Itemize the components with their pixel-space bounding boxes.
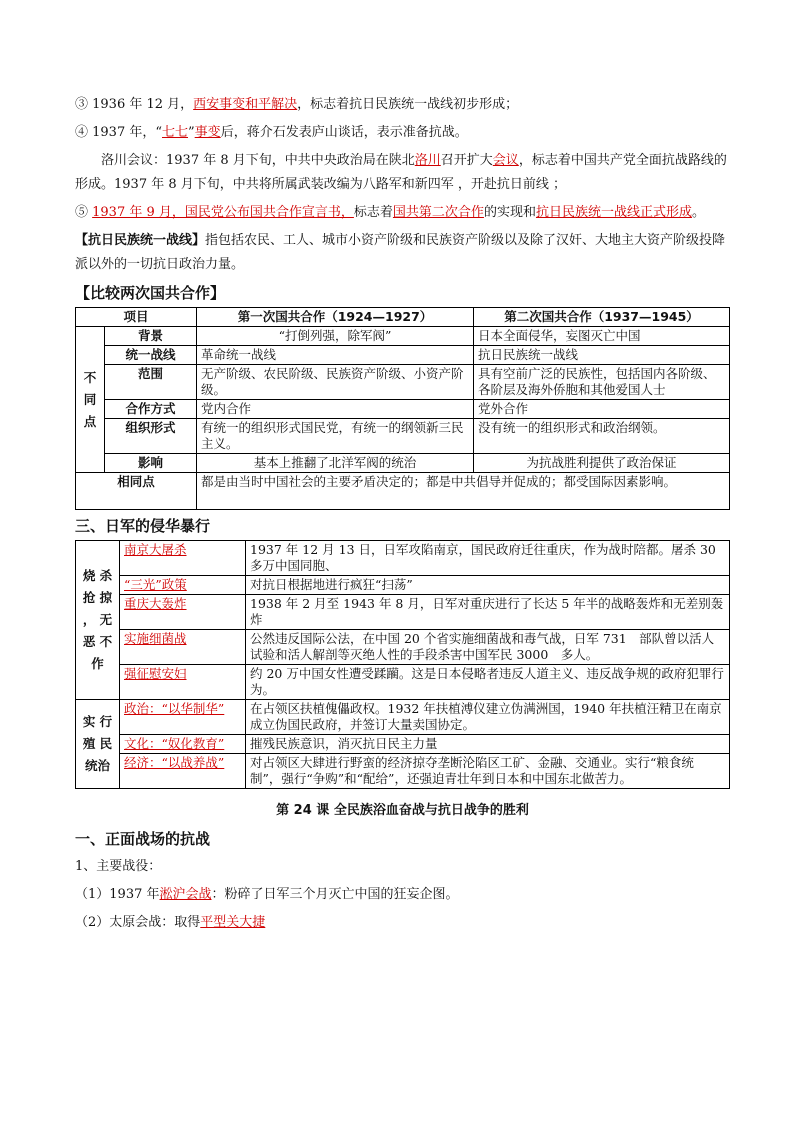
atrocities-table bbox=[75, 540, 730, 789]
highlight-luochuan: 洛川 bbox=[414, 153, 441, 168]
battles-subheading: 1、主要战役： bbox=[75, 859, 162, 874]
table-row: 文化：“奴化教育” 摧残民族意识，消灭抗日民主力量 bbox=[76, 735, 730, 754]
header-first: 第一次国共合作（1924—1927） bbox=[197, 308, 474, 327]
highlight-77: 七七 bbox=[162, 125, 189, 140]
group1-label: 烧 杀 抢 掠 ， 无 恶 不作 bbox=[76, 541, 120, 700]
table-row: 统一战线 革命统一战线 抗日民族统一战线 bbox=[76, 346, 730, 365]
highlight-incident: 事变 bbox=[194, 125, 221, 140]
table-row: 强征慰安妇 约 20 万中国女性遭受蹂躏。这是日本侵略者违反人道主义、违反战争规的政府犯罪行为。 bbox=[76, 665, 730, 700]
table-header-row bbox=[76, 308, 730, 327]
battle-2: （2）太原会战：取得平型关大捷 bbox=[75, 915, 266, 930]
highlight-pingxingguan: 平型关大捷 bbox=[200, 915, 266, 930]
lesson-title: 第 24 课 全民族浴血奋战与抗日战争的胜利 bbox=[276, 803, 529, 818]
item-3: ③ 1936 年 12 月，西安事变和平解决，标志着抗日民族统一战线初步形成； bbox=[75, 97, 519, 112]
table-row: “三光”政策 对抗日根据地进行疯狂“扫荡” bbox=[76, 576, 730, 595]
table-row: 重庆大轰炸 1938 年 2 月至 1943 年 8 月，日军对重庆进行了长达 5 年半的战略轰炸和无差别轰炸 bbox=[76, 595, 730, 630]
table-row: 不同点 背景 “打倒列强，除军阀” 日本全面侵华，妄图灭亡中国 bbox=[76, 327, 730, 346]
highlight-front-formed: 抗日民族统一战线正式形成 bbox=[535, 205, 692, 220]
highlight-xian-incident: 西安事变和平解决 bbox=[193, 97, 298, 112]
table-row: 烧 杀 抢 掠 ， 无 恶 不作 南京大屠杀 1937 年 12 月 13 日，日军攻陷南京，国民政府迁往重庆，作为战时陪都。屠杀 30 多万中国同胞、 bbox=[76, 541, 730, 576]
item-4: ④ 1937 年，“七七”事变后，蒋介石发表庐山谈话，表示准备抗战。 bbox=[75, 125, 468, 140]
document-page bbox=[75, 93, 730, 935]
group2-label: 实 行 殖 民 统治 bbox=[76, 700, 120, 789]
highlight-songhu: 淞沪会战 bbox=[159, 887, 212, 902]
table-row: 相同点 都是由当时中国社会的主要矛盾决定的；都是中共倡导并促成的；都受国际因素影响。 bbox=[76, 473, 730, 510]
united-front-definition: 【抗日民族统一战线】指包括农民、工人、城市小资产阶级和民族资产阶级以及除了汉奸、大地主大资产阶级投降派以外的一切抗日政治力量。 bbox=[75, 233, 726, 272]
highlight-second-cooperation: 国共第二次合作 bbox=[392, 205, 484, 220]
highlight-meeting: 会议 bbox=[492, 153, 519, 168]
diff-label: 不同点 bbox=[76, 327, 105, 473]
table-row: 组织形式 有统一的组织形式国民党，有统一的纲领新三民主义。 没有统一的组织形式和政治纲领。 bbox=[76, 419, 730, 454]
header-second: 第二次国共合作（1937—1945） bbox=[474, 308, 730, 327]
lesson-heading: 一、正面战场的抗战 bbox=[75, 830, 211, 848]
battle-1: （1）1937 年淞沪会战：粉碎了日军三个月灭亡中国的狂妄企图。 bbox=[75, 887, 459, 902]
table-row: 合作方式 党内合作 党外合作 bbox=[76, 400, 730, 419]
highlight-declaration: 1937 年 9 月，国民党公布国共合作宣言书， bbox=[92, 205, 354, 220]
section3-heading: 三、日军的侵华暴行 bbox=[75, 517, 211, 535]
luochuan-paragraph: 洛川会议：1937 年 8 月下旬，中共中央政治局在陕北洛川召开扩大会议，标志着中国共产党全面抗战路线的形成。1937 年 8 月下旬，中共将所属武装改编为八路军和新四军 ，开赴抗日前线 ； bbox=[75, 153, 727, 192]
table-row: 影响 基本上推翻了北洋军阀的统治 为抗战胜利提供了政治保证 bbox=[76, 454, 730, 473]
table-row: 实施细菌战 公然违反国际公法，在中国 20 个省实施细菌战和毒气战，日军 731 部队曾以活人试验和活人解剖等灭绝人性的手段杀害中国军民 3000 多人。 bbox=[76, 630, 730, 665]
table-row: 范围 无产阶级、农民阶级、民族资产阶级、小资产阶级。 具有空前广泛的民族性，包括国内各阶级、各阶层及海外侨胞和其他爱国人士 bbox=[76, 365, 730, 400]
header-item: 项目 bbox=[76, 308, 197, 327]
item-5: ⑤ 1937 年 9 月，国民党公布国共合作宣言书，标志着国共第二次合作的实现和抗日民族统一战线正式形成。 bbox=[75, 205, 705, 220]
table-row: 经济：“以战养战” 对占领区大肆进行野蛮的经济掠夺垄断沦陷区工矿、金融、交通业。实行“粮食统制”，强行“争购”和“配给”，还强迫青壮年到日本和中国东北做苦力。 bbox=[76, 754, 730, 789]
table-row: 实 行 殖 民 统治 政治：“以华制华” 在占领区扶植傀儡政权。1932 年扶植溥仪建立伪满洲国，1940 年扶植汪精卫在南京成立伪国民政府，并签订大量卖国协定。 bbox=[76, 700, 730, 735]
compare-heading: 【比较两次国共合作】 bbox=[75, 284, 226, 302]
compare-table bbox=[75, 307, 730, 510]
